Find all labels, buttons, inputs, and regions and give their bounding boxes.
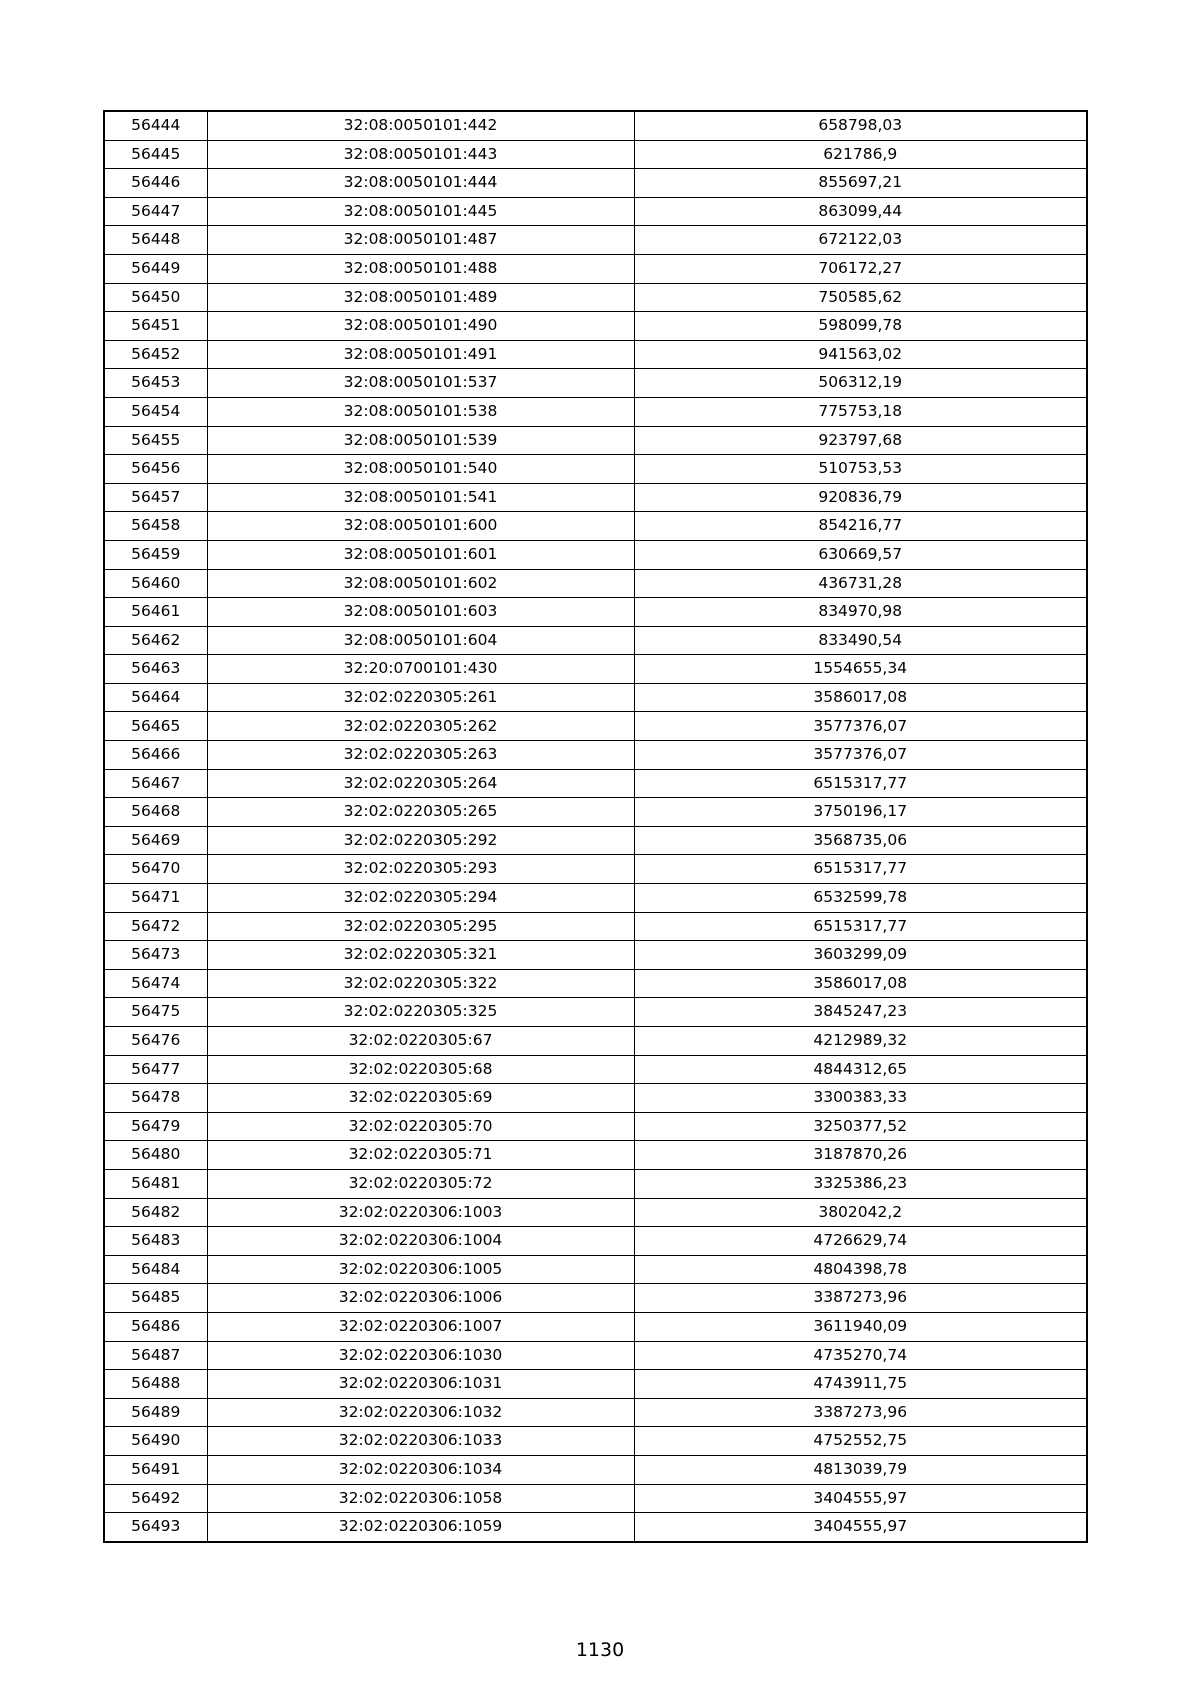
table-body — [104, 111, 1087, 1542]
cadastral-value-cell: 3387273,96 — [634, 1284, 1087, 1313]
cadastral-value-cell: 3586017,08 — [634, 969, 1087, 998]
row-number-cell: 56454 — [104, 397, 207, 426]
row-number-cell: 56492 — [104, 1484, 207, 1513]
table-row — [104, 626, 1087, 655]
table-row — [104, 1341, 1087, 1370]
table-row — [104, 683, 1087, 712]
cadastral-number-cell: 32:08:0050101:488 — [207, 254, 634, 283]
table-row — [104, 569, 1087, 598]
cadastral-number-cell: 32:02:0220305:71 — [207, 1141, 634, 1170]
row-number-cell: 56461 — [104, 598, 207, 627]
row-number-cell: 56452 — [104, 340, 207, 369]
table-row — [104, 798, 1087, 827]
cadastral-value-cell: 834970,98 — [634, 598, 1087, 627]
cadastral-value-cell: 4813039,79 — [634, 1455, 1087, 1484]
row-number-cell: 56451 — [104, 312, 207, 341]
row-number-cell: 56485 — [104, 1284, 207, 1313]
cadastral-value-cell: 658798,03 — [634, 111, 1087, 140]
cadastral-value-cell: 863099,44 — [634, 197, 1087, 226]
row-number-cell: 56475 — [104, 998, 207, 1027]
cadastral-value-cell: 6532599,78 — [634, 884, 1087, 913]
cadastral-value-cell: 3802042,2 — [634, 1198, 1087, 1227]
table-row — [104, 826, 1087, 855]
table-row — [104, 1398, 1087, 1427]
table-row — [104, 483, 1087, 512]
cadastral-value-cell: 6515317,77 — [634, 912, 1087, 941]
row-number-cell: 56456 — [104, 455, 207, 484]
cadastral-value-cell: 3300383,33 — [634, 1084, 1087, 1113]
cadastral-value-cell: 4804398,78 — [634, 1255, 1087, 1284]
cadastral-value-cell: 706172,27 — [634, 254, 1087, 283]
row-number-cell: 56478 — [104, 1084, 207, 1113]
table-row — [104, 1169, 1087, 1198]
cadastral-number-cell: 32:02:0220305:72 — [207, 1169, 634, 1198]
cadastral-number-cell: 32:08:0050101:541 — [207, 483, 634, 512]
cadastral-value-cell: 3187870,26 — [634, 1141, 1087, 1170]
row-number-cell: 56464 — [104, 683, 207, 712]
cadastral-value-cell: 3586017,08 — [634, 683, 1087, 712]
cadastral-number-cell: 32:02:0220306:1033 — [207, 1427, 634, 1456]
row-number-cell: 56453 — [104, 369, 207, 398]
cadastral-value-cell: 510753,53 — [634, 455, 1087, 484]
cadastral-value-cell: 3750196,17 — [634, 798, 1087, 827]
page-number: 1130 — [575, 1639, 625, 1661]
row-number-cell: 56469 — [104, 826, 207, 855]
cadastral-value-cell: 436731,28 — [634, 569, 1087, 598]
table-row — [104, 1112, 1087, 1141]
row-number-cell: 56459 — [104, 540, 207, 569]
table-row — [104, 1312, 1087, 1341]
row-number-cell: 56493 — [104, 1513, 207, 1542]
cadastral-value-cell: 3325386,23 — [634, 1169, 1087, 1198]
cadastral-number-cell: 32:02:0220305:264 — [207, 769, 634, 798]
cadastral-value-cell: 6515317,77 — [634, 855, 1087, 884]
cadastral-value-cell: 3404555,97 — [634, 1513, 1087, 1542]
row-number-cell: 56449 — [104, 254, 207, 283]
cadastral-number-cell: 32:08:0050101:491 — [207, 340, 634, 369]
row-number-cell: 56486 — [104, 1312, 207, 1341]
table-row — [104, 1284, 1087, 1313]
table-row — [104, 769, 1087, 798]
row-number-cell: 56446 — [104, 169, 207, 198]
cadastral-value-table — [103, 110, 1088, 1543]
table-row — [104, 169, 1087, 198]
row-number-cell: 56468 — [104, 798, 207, 827]
row-number-cell: 56455 — [104, 426, 207, 455]
cadastral-number-cell: 32:08:0050101:444 — [207, 169, 634, 198]
cadastral-value-cell: 1554655,34 — [634, 655, 1087, 684]
cadastral-value-cell: 3387273,96 — [634, 1398, 1087, 1427]
row-number-cell: 56474 — [104, 969, 207, 998]
table-row — [104, 1141, 1087, 1170]
table-row — [104, 1455, 1087, 1484]
cadastral-value-cell: 672122,03 — [634, 226, 1087, 255]
cadastral-value-cell: 855697,21 — [634, 169, 1087, 198]
cadastral-number-cell: 32:02:0220305:322 — [207, 969, 634, 998]
cadastral-value-cell: 3845247,23 — [634, 998, 1087, 1027]
row-number-cell: 56483 — [104, 1227, 207, 1256]
cadastral-number-cell: 32:02:0220306:1003 — [207, 1198, 634, 1227]
cadastral-value-cell: 621786,9 — [634, 140, 1087, 169]
cadastral-number-cell: 32:20:0700101:430 — [207, 655, 634, 684]
table-row — [104, 1427, 1087, 1456]
table-row — [104, 1484, 1087, 1513]
cadastral-value-cell: 3404555,97 — [634, 1484, 1087, 1513]
cadastral-number-cell: 32:08:0050101:445 — [207, 197, 634, 226]
cadastral-value-cell: 4212989,32 — [634, 1027, 1087, 1056]
table-row — [104, 140, 1087, 169]
row-number-cell: 56471 — [104, 884, 207, 913]
table-row — [104, 283, 1087, 312]
cadastral-number-cell: 32:02:0220305:265 — [207, 798, 634, 827]
table-row — [104, 941, 1087, 970]
cadastral-number-cell: 32:08:0050101:603 — [207, 598, 634, 627]
cadastral-value-cell: 833490,54 — [634, 626, 1087, 655]
cadastral-value-cell: 3568735,06 — [634, 826, 1087, 855]
cadastral-number-cell: 32:08:0050101:540 — [207, 455, 634, 484]
cadastral-value-cell: 775753,18 — [634, 397, 1087, 426]
row-number-cell: 56447 — [104, 197, 207, 226]
row-number-cell: 56470 — [104, 855, 207, 884]
cadastral-number-cell: 32:08:0050101:601 — [207, 540, 634, 569]
row-number-cell: 56472 — [104, 912, 207, 941]
cadastral-number-cell: 32:02:0220305:68 — [207, 1055, 634, 1084]
table-row — [104, 1198, 1087, 1227]
table-row — [104, 712, 1087, 741]
table-row — [104, 254, 1087, 283]
table-row — [104, 655, 1087, 684]
cadastral-number-cell: 32:08:0050101:600 — [207, 512, 634, 541]
cadastral-value-cell: 4735270,74 — [634, 1341, 1087, 1370]
cadastral-number-cell: 32:02:0220306:1030 — [207, 1341, 634, 1370]
cadastral-value-cell: 3250377,52 — [634, 1112, 1087, 1141]
row-number-cell: 56481 — [104, 1169, 207, 1198]
table-row — [104, 741, 1087, 770]
cadastral-number-cell: 32:02:0220305:67 — [207, 1027, 634, 1056]
cadastral-number-cell: 32:08:0050101:604 — [207, 626, 634, 655]
table-row — [104, 226, 1087, 255]
cadastral-number-cell: 32:02:0220306:1007 — [207, 1312, 634, 1341]
table-row — [104, 540, 1087, 569]
table-row — [104, 1027, 1087, 1056]
row-number-cell: 56466 — [104, 741, 207, 770]
cadastral-number-cell: 32:02:0220305:321 — [207, 941, 634, 970]
row-number-cell: 56457 — [104, 483, 207, 512]
row-number-cell: 56491 — [104, 1455, 207, 1484]
row-number-cell: 56445 — [104, 140, 207, 169]
row-number-cell: 56476 — [104, 1027, 207, 1056]
row-number-cell: 56484 — [104, 1255, 207, 1284]
cadastral-value-cell: 3577376,07 — [634, 712, 1087, 741]
row-number-cell: 56477 — [104, 1055, 207, 1084]
cadastral-number-cell: 32:08:0050101:442 — [207, 111, 634, 140]
cadastral-number-cell: 32:02:0220306:1004 — [207, 1227, 634, 1256]
cadastral-number-cell: 32:02:0220306:1031 — [207, 1370, 634, 1399]
table-row — [104, 111, 1087, 140]
row-number-cell: 56462 — [104, 626, 207, 655]
cadastral-number-cell: 32:08:0050101:489 — [207, 283, 634, 312]
cadastral-value-cell: 3611940,09 — [634, 1312, 1087, 1341]
row-number-cell: 56489 — [104, 1398, 207, 1427]
row-number-cell: 56479 — [104, 1112, 207, 1141]
row-number-cell: 56467 — [104, 769, 207, 798]
cadastral-value-cell: 4752552,75 — [634, 1427, 1087, 1456]
cadastral-value-cell: 506312,19 — [634, 369, 1087, 398]
row-number-cell: 56482 — [104, 1198, 207, 1227]
table-row — [104, 369, 1087, 398]
table-row — [104, 1513, 1087, 1542]
table-row — [104, 397, 1087, 426]
row-number-cell: 56458 — [104, 512, 207, 541]
cadastral-value-cell: 4726629,74 — [634, 1227, 1087, 1256]
table-row — [104, 455, 1087, 484]
table-row — [104, 969, 1087, 998]
cadastral-value-cell: 6515317,77 — [634, 769, 1087, 798]
cadastral-value-cell: 630669,57 — [634, 540, 1087, 569]
row-number-cell: 56473 — [104, 941, 207, 970]
cadastral-number-cell: 32:02:0220306:1005 — [207, 1255, 634, 1284]
cadastral-number-cell: 32:02:0220306:1032 — [207, 1398, 634, 1427]
cadastral-value-cell: 3603299,09 — [634, 941, 1087, 970]
row-number-cell: 56444 — [104, 111, 207, 140]
row-number-cell: 56480 — [104, 1141, 207, 1170]
row-number-cell: 56488 — [104, 1370, 207, 1399]
row-number-cell: 56490 — [104, 1427, 207, 1456]
cadastral-number-cell: 32:08:0050101:490 — [207, 312, 634, 341]
cadastral-value-cell: 4844312,65 — [634, 1055, 1087, 1084]
table-row — [104, 998, 1087, 1027]
cadastral-number-cell: 32:02:0220306:1059 — [207, 1513, 634, 1542]
table-row — [104, 1227, 1087, 1256]
cadastral-number-cell: 32:02:0220305:293 — [207, 855, 634, 884]
table-row — [104, 197, 1087, 226]
cadastral-value-cell: 941563,02 — [634, 340, 1087, 369]
table-row — [104, 912, 1087, 941]
cadastral-value-cell: 920836,79 — [634, 483, 1087, 512]
row-number-cell: 56448 — [104, 226, 207, 255]
cadastral-value-cell: 923797,68 — [634, 426, 1087, 455]
row-number-cell: 56450 — [104, 283, 207, 312]
table-row — [104, 426, 1087, 455]
table-row — [104, 312, 1087, 341]
cadastral-value-cell: 598099,78 — [634, 312, 1087, 341]
table-row — [104, 1370, 1087, 1399]
cadastral-number-cell: 32:08:0050101:539 — [207, 426, 634, 455]
cadastral-number-cell: 32:02:0220305:294 — [207, 884, 634, 913]
table-row — [104, 855, 1087, 884]
cadastral-value-cell: 854216,77 — [634, 512, 1087, 541]
cadastral-number-cell: 32:02:0220305:262 — [207, 712, 634, 741]
cadastral-number-cell: 32:02:0220305:263 — [207, 741, 634, 770]
table-row — [104, 512, 1087, 541]
row-number-cell: 56487 — [104, 1341, 207, 1370]
table-row — [104, 1055, 1087, 1084]
row-number-cell: 56463 — [104, 655, 207, 684]
cadastral-number-cell: 32:02:0220305:70 — [207, 1112, 634, 1141]
cadastral-number-cell: 32:08:0050101:537 — [207, 369, 634, 398]
cadastral-number-cell: 32:08:0050101:487 — [207, 226, 634, 255]
cadastral-number-cell: 32:02:0220306:1034 — [207, 1455, 634, 1484]
cadastral-number-cell: 32:08:0050101:602 — [207, 569, 634, 598]
cadastral-value-cell: 3577376,07 — [634, 741, 1087, 770]
row-number-cell: 56460 — [104, 569, 207, 598]
table-row — [104, 1084, 1087, 1113]
cadastral-value-cell: 750585,62 — [634, 283, 1087, 312]
table-row — [104, 598, 1087, 627]
cadastral-number-cell: 32:08:0050101:538 — [207, 397, 634, 426]
table-row — [104, 340, 1087, 369]
table-row — [104, 1255, 1087, 1284]
cadastral-number-cell: 32:02:0220305:292 — [207, 826, 634, 855]
cadastral-number-cell: 32:02:0220306:1058 — [207, 1484, 634, 1513]
cadastral-number-cell: 32:02:0220305:325 — [207, 998, 634, 1027]
cadastral-number-cell: 32:08:0050101:443 — [207, 140, 634, 169]
table-row — [104, 884, 1087, 913]
cadastral-number-cell: 32:02:0220305:69 — [207, 1084, 634, 1113]
cadastral-value-cell: 4743911,75 — [634, 1370, 1087, 1399]
cadastral-number-cell: 32:02:0220306:1006 — [207, 1284, 634, 1313]
cadastral-number-cell: 32:02:0220305:295 — [207, 912, 634, 941]
row-number-cell: 56465 — [104, 712, 207, 741]
cadastral-number-cell: 32:02:0220305:261 — [207, 683, 634, 712]
